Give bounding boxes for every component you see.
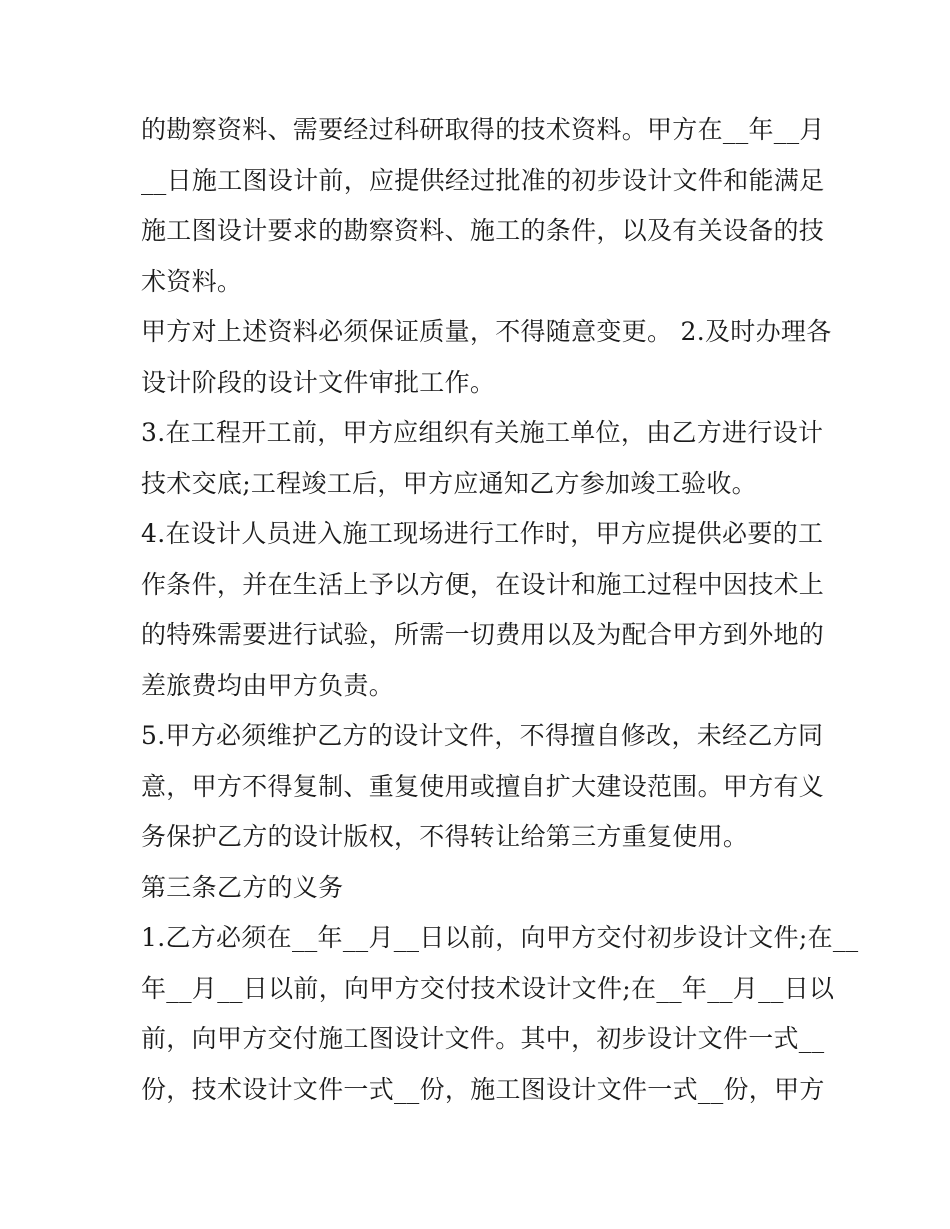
text-line: 4.在设计人员进入施工现场进行工作时，甲方应提供必要的工 xyxy=(141,519,824,548)
section-heading: 第三条乙方的义务 xyxy=(141,872,344,902)
text-line: 意，甲方不得复制、重复使用或擅自扩大建设范围。甲方有义 xyxy=(141,771,825,801)
text-line: 的特殊需要进行试验，所需一切费用以及为配合甲方到外地的 xyxy=(141,620,825,649)
document-body xyxy=(141,105,859,1115)
text-line: 施工图设计要求的勘察资料、施工的条件，以及有关设备的技 xyxy=(141,216,825,245)
text-line: 5.甲方必须维护乙方的设计文件，不得擅自修改，未经乙方同 xyxy=(141,721,824,750)
text-line: 1.乙方必须在__年__月__日以前，向甲方交付初步设计文件;在__ xyxy=(141,923,859,952)
text-line: 3.在工程开工前，甲方应组织有关施工单位，由乙方进行设计 xyxy=(141,418,824,447)
text-line: 设计阶段的设计文件审批工作。 xyxy=(141,367,496,397)
text-line: 差旅费均由甲方负责。 xyxy=(141,670,395,700)
text-line: 的勘察资料、需要经过科研取得的技术资料。甲方在__年__月 xyxy=(141,115,825,144)
text-line: 作条件，并在生活上予以方便，在设计和施工过程中因技术上 xyxy=(141,569,825,599)
text-line: 份，技术设计文件一式__份，施工图设计文件一式__份，甲方 xyxy=(141,1074,825,1104)
text-line: 甲方对上述资料必须保证质量，不得随意变更。 2.及时办理各 xyxy=(141,317,832,346)
text-line: 年__月__日以前，向甲方交付技术设计文件;在__年__月__日以 xyxy=(141,973,835,1003)
text-line: 技术交底;工程竣工后，甲方应通知乙方参加竣工验收。 xyxy=(141,468,757,498)
text-line: 术资料。 xyxy=(141,266,243,296)
text-line: 前，向甲方交付施工图设计文件。其中，初步设计文件一式__ xyxy=(141,1024,825,1053)
text-line: 务保护乙方的设计版权，不得转让给第三方重复使用。 xyxy=(141,822,749,851)
text-line: __日施工图设计前，应提供经过批准的初步设计文件和能满足 xyxy=(141,165,825,195)
